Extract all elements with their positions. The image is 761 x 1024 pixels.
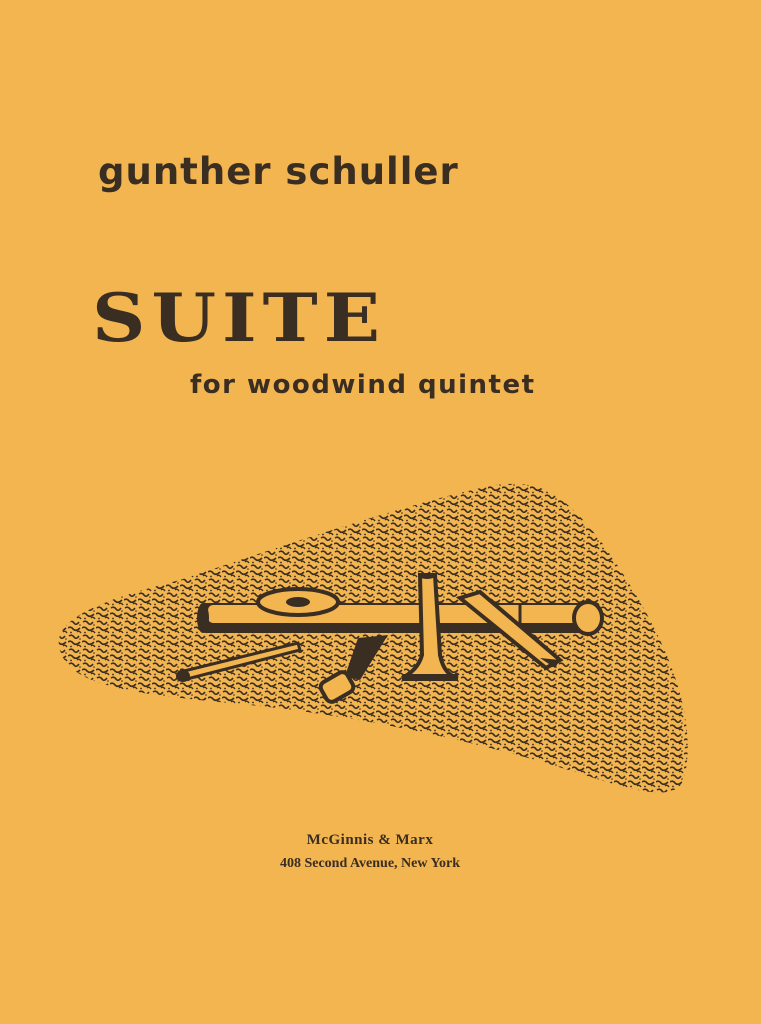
work-title: SUITE	[92, 279, 387, 357]
publisher-name: McGinnis & Marx	[306, 832, 434, 848]
composer-name: gunther schuller	[98, 150, 459, 193]
work-subtitle: for woodwind quintet	[190, 370, 536, 400]
woodwind-illustration	[40, 480, 700, 810]
publisher-address: 408 Second Avenue, New York	[279, 856, 461, 871]
